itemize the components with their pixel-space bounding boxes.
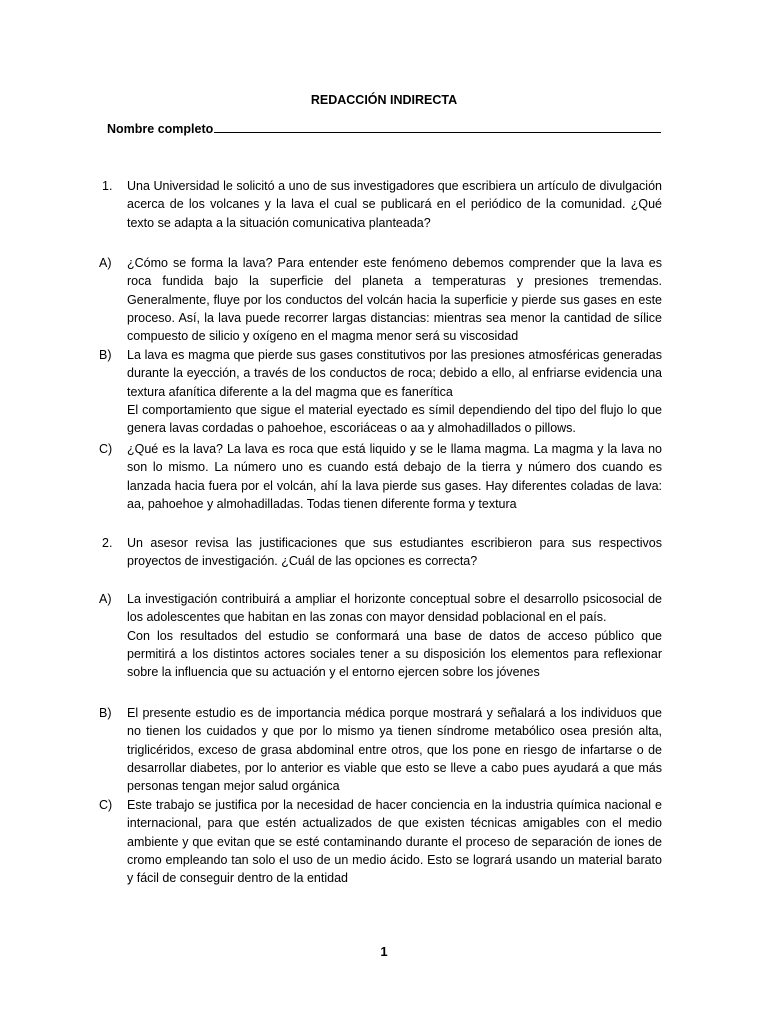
question-1-option-a [99, 254, 662, 345]
question-2 [102, 534, 662, 571]
option-text: La investigación contribuirá a ampliar el horizonte conceptual sobre el desarrollo psicosocial de los adolescentes que habitan en las zonas con mayor densidad poblacional en el país. [127, 592, 662, 625]
option-label: A) [99, 592, 112, 606]
option-text: El comportamiento que sigue el material eyectado es símil dependiendo del tipo del flujo lo que genera lavas cordadas o pahoehoe, escoriáceas o aa y almohadillados o pillows. [127, 402, 662, 436]
option-text: ¿Cómo se forma la lava? Para entender este fenómeno debemos comprender que la lava es roca fundida bajo la superficie del planeta a temperaturas y presiones tremendas. Generalmente, fluye por los conductos del volcán hacia la superficie y pierde sus gases en este proceso. Así, la lava puede recorrer largas distancias: mientras sea menor la cantidad de sílice compuesto de silicio y oxígeno en el magma menor será su viscosidad [127, 256, 662, 344]
option-label: C) [99, 442, 113, 456]
option-text: El presente estudio es de importancia médica porque mostrará y señalará a los individuos que no tienen los cuidados y que por lo mismo ya tienen síndrome metabólico osea presión alta, triglicéridos, exceso de grasa abdominal entre otros, que los pone en riesgo de infartarse o de desarrollar diabetes, por lo anterior es viable que esto se lleve a cabo pues ayudará a que más personas tengan mejor salud orgánica [127, 706, 662, 794]
option-text: La lava es magma que pierde sus gases constitutivos por las presiones atmosféricas generadas durante la eyección, a través de los conductos de roca; debido a ello, al enfriarse evidencia una textura afanítica diferente a la del magma que es fanerítica [127, 348, 662, 399]
option-label: B) [99, 348, 112, 362]
document-title: REDACCIÓN INDIRECTA [310, 93, 458, 107]
option-label: C) [99, 798, 113, 812]
question-1-option-b [99, 346, 662, 437]
option-text: Este trabajo se justifica por la necesidad de hacer conciencia en la industria química nacional e internacional, para que estén actualizados de que existen técnicas amigables con el medio ambiente y que evitan que se esté contaminando durante el proceso de separación de iones de cromo empleando tan solo el uso de un medio ácido. Esto se logrará usando un material barato y fácil de conseguir dentro de la entidad [127, 798, 662, 886]
option-label: A) [99, 256, 112, 270]
option-text: Con los resultados del estudio se conformará una base de datos de acceso público que permitirá a los distintos actores sociales tener a su disposición los elementos para reflexionar sobre la influencia que su actuación y el entorno ejercen sobre los jóvenes [127, 628, 662, 680]
question-2-option-c [99, 796, 662, 887]
name-underline [214, 121, 661, 133]
option-text: ¿Qué es la lava? La lava es roca que está liquido y se le llama magma. La magma y la lava no son lo mismo. La número uno es cuando está debajo de la tierra y número dos cuando es lanzada hacia fuera por el volcán, ahí la lava pierde sus gases. Hay diferentes coladas de lava: aa, pahoehoe y almohadilladas. Todas tienen diferente forma y textura [127, 442, 662, 511]
name-field [107, 121, 663, 136]
question-text: Un asesor revisa las justificaciones que sus estudiantes escribieron para sus respectivos proyectos de investigación. ¿Cuál de las opciones es correcta? [127, 536, 662, 569]
name-label: Nombre completo [107, 122, 214, 136]
question-number: 2. [102, 536, 113, 550]
page-number: 1 [380, 944, 388, 959]
question-1-option-c [99, 440, 662, 513]
question-1 [102, 177, 662, 232]
question-2-option-a [99, 590, 662, 681]
question-text: Una Universidad le solicitó a uno de sus investigadores que escribiera un artículo de divulgación acerca de los volcanes y la lava el cual se publicará en el periódico de la comunidad. ¿Qué texto se adapta a la situación comunicativa planteada? [127, 179, 662, 230]
option-label: B) [99, 706, 112, 720]
question-2-option-b [99, 704, 662, 795]
question-number: 1. [102, 179, 113, 193]
